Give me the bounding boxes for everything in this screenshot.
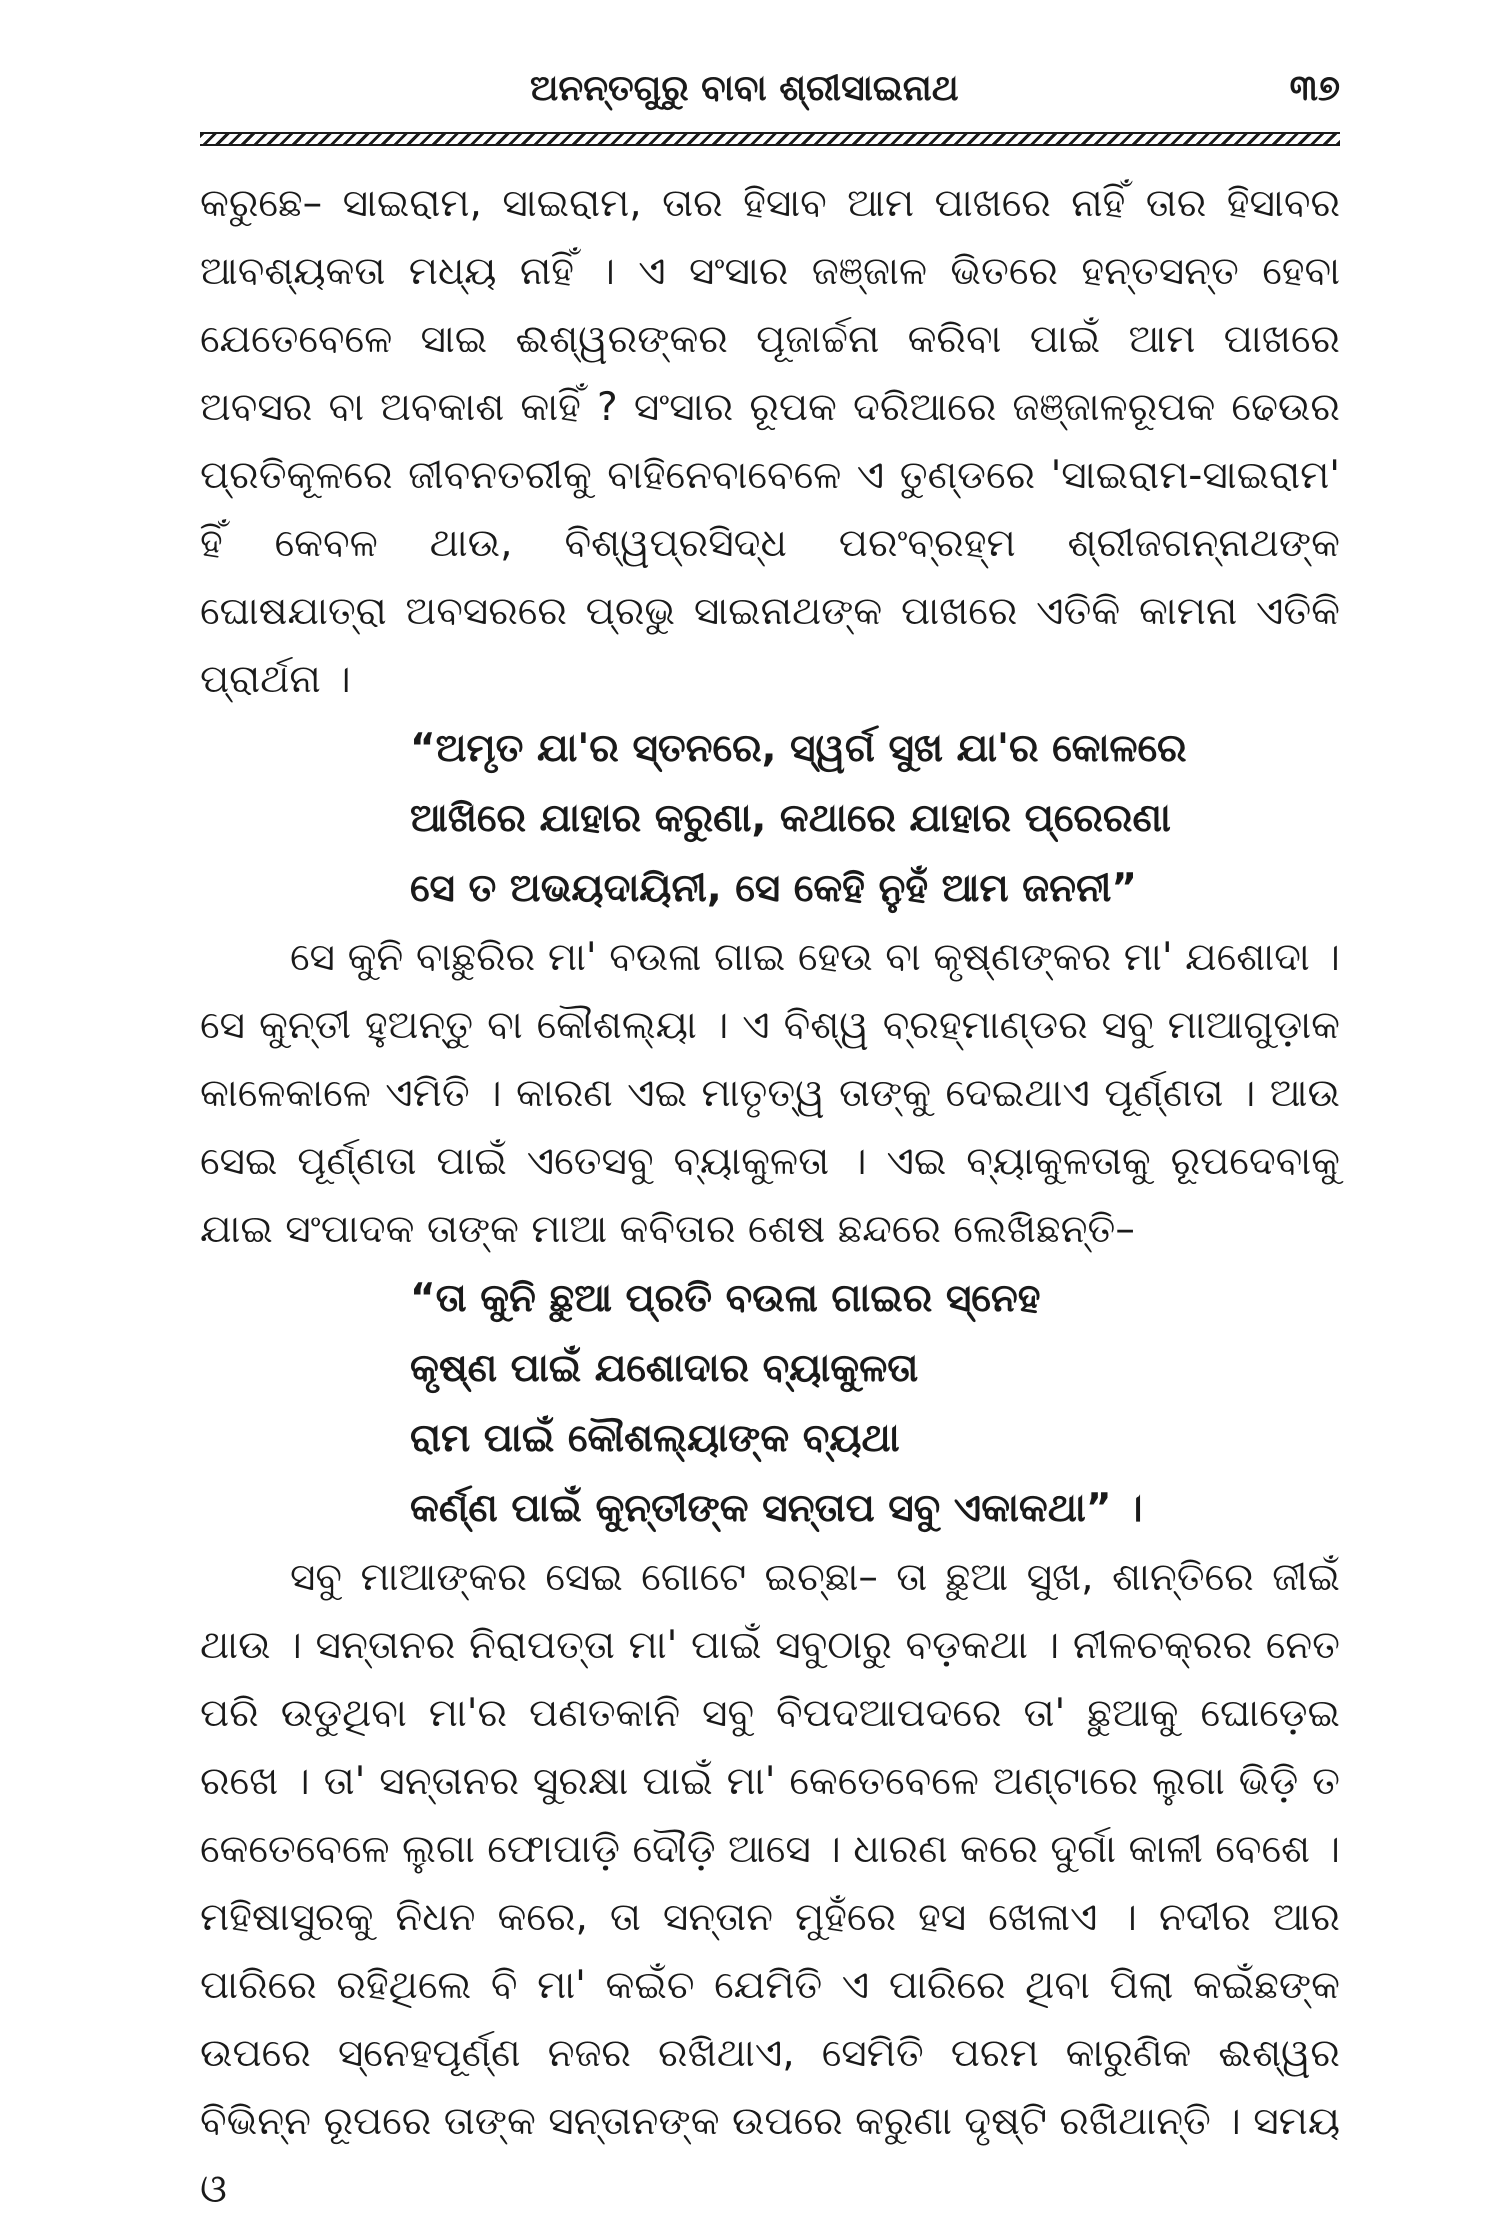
page-header [200, 62, 1340, 122]
verse-line: ଆଖିରେ ଯାହାର କରୁଣା, କଥାରେ ଯାହାର ପ୍ରେରଣା [410, 796, 1171, 841]
verse-line: ସେ ତ ଅଭୟଦାୟିନୀ, ସେ କେହି ନୁହଁ ଆମ ଜନନୀ” [410, 866, 1137, 911]
page-number: ୩୭ [1289, 68, 1340, 109]
header-ornamental-rule [200, 132, 1340, 146]
verse-line: “ତା କୁନି ଛୁଆ ପ୍ରତି ବଉଳା ଗାଇର ସ୍ନେହ [410, 1276, 1041, 1321]
running-title: ଅନନ୍ତଗୁରୁ ବାବା ଶ୍ରୀସାଇନାଥ [530, 68, 959, 109]
verse-block-2 [410, 1264, 1340, 1544]
paragraph-1: କରୁଛେ– ସାଇରାମ, ସାଇରାମ, ତାର ହିସାବ ଆମ ପାଖରେ ନାହିଁ ତାର ହିସାବର ଆବଶ୍ୟକତା ମଧ୍ୟ ନାହିଁ । ଏ ସଂସାର ଜଞ୍ଜାଳ ଭିତରେ ହନ୍ତସନ୍ତ ହେବା ଯେତେବେଳେ ସାଇ ଈଶ୍ୱରଙ୍କର ପୂଜାର୍ଚ୍ଚନା କରିବା ପାଇଁ ଆମ ପାଖରେ ଅବସର ବା ଅବକାଶ କାହିଁ ? ସଂସାର ରୂପକ ଦରିଆରେ ଜଞ୍ଜାଳରୂପକ ଢେଉର ପ୍ରତିକୂଳରେ ଜୀବନତରୀକୁ ବାହିନେବାବେଳେ ଏ ତୁଣ୍ଡରେ 'ସାଇରାମ-ସାଇରାମ' ହିଁ କେବଳ ଥାଉ, ବିଶ୍ୱପ୍ରସିଦ୍ଧ ପରଂବ୍ରହ୍ମ ଶ୍ରୀଜଗନ୍ନାଥଙ୍କ ଘୋଷଯାତ୍ରା ଅବସରରେ ପ୍ରଭୁ ସାଇନାଥଙ୍କ ପାଖରେ ଏତିକି କାମନା ଏତିକି ପ୍ରାର୍ଥନା । [200, 181, 1340, 702]
verse-line: “ଅମୃତ ଯା'ର ସ୍ତନରେ, ସ୍ୱର୍ଗ ସୁଖ ଯା'ର କୋଳରେ [410, 726, 1187, 771]
paragraph-3: ସବୁ ମାଆଙ୍କର ସେଇ ଗୋଟେ ଇଚ୍ଛା– ତା ଛୁଆ ସୁଖ, ଶାନ୍ତିରେ ଜୀଇଁ ଥାଉ । ସନ୍ତାନର ନିରାପତ୍ତା ମା' ପାଇଁ ସବୁଠାରୁ ବଡ଼କଥା । ନୀଳଚକ୍ରର ନେତ ପରି ଉଡୁଥିବା ମା'ର ପଣତକାନି ସବୁ ବିପଦଆପଦରେ ତା' ଛୁଆକୁ ଘୋଡ଼େଇ ରଖେ । ତା' ସନ୍ତାନର ସୁରକ୍ଷା ପାଇଁ ମା' କେତେବେଳେ ଅଣ୍ଟାରେ ଲୁଗା ଭିଡ଼ି ତ କେତେବେଳେ ଲୁଗା ଫୋପାଡ଼ି ଦୌଡ଼ି ଆସେ । ଧାରଣ କରେ ଦୁର୍ଗା କାଳୀ ବେଶେ । ମହିଷାସୁରକୁ ନିଧନ କରେ, ତା ସନ୍ତାନ ମୁହଁରେ ହସ ଖେଳାଏ । ନଦୀର ଆର ପାରିରେ ରହିଥିଲେ ବି ମା' କଇଁଚ ଯେମିତି ଏ ପାରିରେ ଥିବା ପିଲା କଇଁଛଙ୍କ ଉପରେ ସ୍ନେହପୂର୍ଣ୍ଣ ନଜର ରଖିଥାଏ, ସେମିତି ପରମ କାରୁଣିକ ଈଶ୍ୱର ବିଭିନ୍ନ ରୂପରେ ତାଙ୍କ ସନ୍ତାନଙ୍କ ଉପରେ କରୁଣା ଦୃଷ୍ଟି ରଖିଥାନ୍ତି । ସମୟ ଓ [200, 1555, 1340, 2212]
paragraph-2: ସେ କୁନି ବାଛୁରିର ମା' ବଉଳା ଗାଇ ହେଉ ବା କୃଷ୍ଣଙ୍କର ମା' ଯଶୋଦା । ସେ କୁନ୍ତୀ ହୁଅନ୍ତୁ ବା କୌଶଲ୍ୟା । ଏ ବିଶ୍ୱ ବ୍ରହ୍ମାଣ୍ଡର ସବୁ ମାଆଗୁଡ଼ାକ କାଳେକାଳେ ଏମିତି । କାରଣ ଏଇ ମାତୃତ୍ୱ ତାଙ୍କୁ ଦେଇଥାଏ ପୂର୍ଣ୍ଣତା । ଆଉ ସେଇ ପୂର୍ଣ୍ଣତା ପାଇଁ ଏତେସବୁ ବ୍ୟାକୁଳତା । ଏଇ ବ୍ୟାକୁଳତାକୁ ରୂପଦେବାକୁ ଯାଇ ସଂପାଦକ ତାଙ୍କ ମାଆ କବିତାର ଶେଷ ଛନ୍ଦରେ ଲେଖିଛନ୍ତି– [200, 935, 1340, 1252]
body-text [200, 170, 1340, 2224]
verse-line: କର୍ଣ୍ଣ ପାଇଁ କୁନ୍ତୀଙ୍କ ସନ୍ତାପ ସବୁ ଏକାକଥା” । [410, 1486, 1143, 1531]
verse-line: କୃଷ୍ଣ ପାଇଁ ଯଶୋଦାର ବ୍ୟାକୁଳତା [410, 1346, 919, 1391]
verse-line: ରାମ ପାଇଁ କୌଶଲ୍ୟାଙ୍କ ବ୍ୟଥା [410, 1416, 900, 1461]
verse-block-1 [410, 714, 1340, 924]
